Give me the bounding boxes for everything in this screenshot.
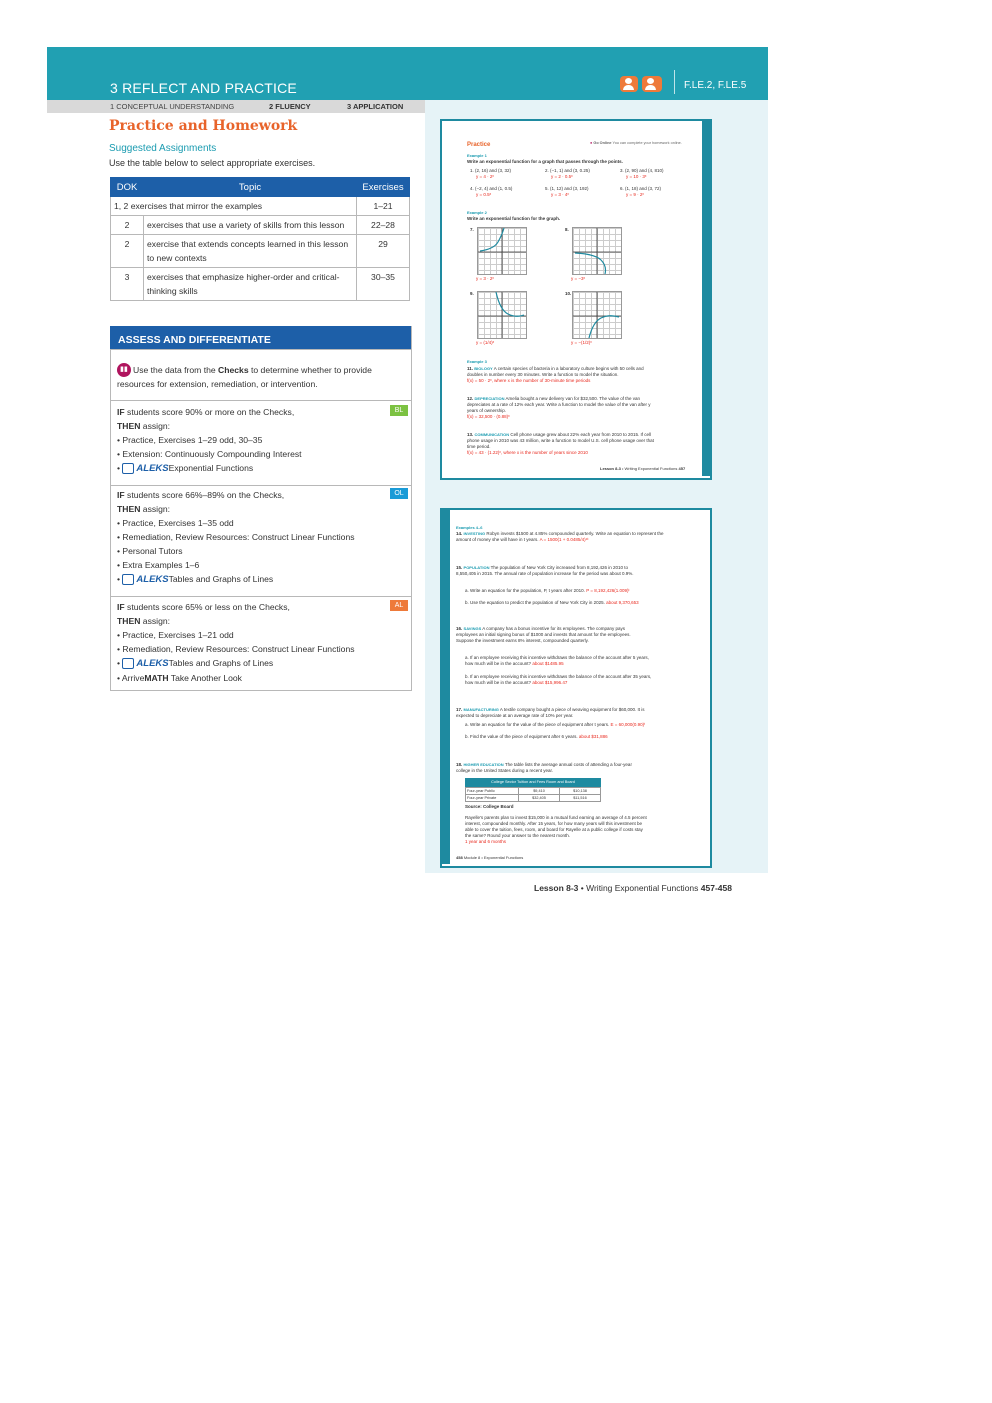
problem-number: 12. — [467, 396, 474, 401]
if-label: IF — [117, 490, 125, 500]
question: a. Write an equation for the population, P, t years after 2010. — [465, 588, 585, 593]
bl-badge: BL — [390, 405, 408, 416]
graph-number: 7. — [470, 227, 474, 232]
list-item[interactable] — [117, 671, 387, 685]
answer: about $15,996.47 — [532, 680, 568, 685]
problem-tag: INVESTING — [463, 531, 486, 536]
problem-text: A company has a bonus incentive for its employees. The company pays employees an initial signing bonus of $1000 and invests that amount for the employees. Suppose the investment earns 8% interest, compounded quarterly. — [456, 626, 631, 643]
sub-question — [465, 734, 685, 740]
graph-curve — [573, 292, 621, 338]
assign-label: assign: — [140, 504, 171, 514]
tab-application[interactable]: 3 APPLICATION — [347, 102, 404, 111]
instructions: Write an exponential function for the graph. — [467, 216, 561, 221]
question: a. Write an equation for the value of the piece of equipment after t years. — [465, 722, 610, 727]
answer: y = 4 · 2ˣ — [476, 174, 494, 179]
answer: y = −3ˣ — [571, 276, 585, 281]
graph-number: 8. — [565, 227, 569, 232]
instructions: Write an exponential function for a graph that passes through the points. — [467, 159, 623, 164]
page-edge-band — [702, 121, 710, 476]
topic-value: exercise that extends concepts learned in this lesson to new contexts — [144, 235, 357, 268]
question: b. Find the value of the piece of equipment after 6 years. — [465, 734, 578, 739]
graph-9 — [477, 291, 527, 339]
graph-curve — [478, 292, 526, 338]
table-source: Source: College Board — [465, 804, 514, 809]
sub-question — [465, 674, 655, 686]
dok-value: 1, 2 — [114, 201, 129, 211]
arrive-text: Take Another Look — [168, 673, 242, 683]
cost-table — [465, 787, 601, 802]
answer: y = −(1/2)ˣ — [571, 340, 592, 345]
answer: y = (1/4)ˣ — [476, 340, 495, 345]
problem-tag: DEPRECIATION — [474, 396, 505, 401]
problem-text: The table lists the average annual costs of attending a four-year college in the United States during a recent year. — [456, 762, 632, 773]
problem-text: Robyn invests $1500 at 4.85% compounded quarterly. Write an equation to represent the amount of money she will have in t years. — [456, 531, 664, 542]
tier-ol — [117, 488, 387, 587]
divider — [674, 70, 675, 94]
dok-value: 3 — [111, 268, 144, 301]
question: 3. (2, 90) and (4, 810) — [620, 168, 664, 173]
word-problem — [467, 396, 657, 420]
lesson-caption — [534, 883, 732, 893]
aleks-item[interactable] — [117, 656, 387, 671]
exercise-item — [545, 168, 615, 180]
problem-number: 15. — [456, 565, 463, 570]
exercise-item — [470, 168, 540, 180]
list-item[interactable]: • Remediation, Review Resources: Construct Linear Functions — [117, 532, 355, 542]
assign-label: assign: — [140, 421, 171, 431]
problem-number: 11. — [467, 366, 474, 371]
problem-number: 16. — [456, 626, 463, 631]
exercises-value: 30–35 — [357, 268, 410, 301]
aleks-topic: Tables and Graphs of Lines — [168, 658, 274, 668]
go-online-note: ● Go Online You can complete your homework online. — [590, 141, 682, 145]
suggested-assignments-heading: Suggested Assignments — [109, 143, 217, 154]
list-item[interactable]: • Practice, Exercises 1–21 odd — [117, 630, 234, 640]
exercises-value: 1–21 — [357, 197, 410, 216]
caption-pages: 457-458 — [700, 883, 732, 893]
caption-lesson: Lesson 8-3 — [534, 883, 579, 893]
exercise-item — [620, 168, 695, 180]
list-item[interactable]: • Practice, Exercises 1–29 odd, 30–35 — [117, 435, 263, 445]
aleks-topic: Exponential Functions — [168, 463, 254, 473]
table-row — [111, 268, 410, 301]
footer-lesson: Lesson 8-3 — [600, 466, 621, 471]
problem-tag: SAVINGS — [463, 626, 482, 631]
then-label: THEN — [117, 421, 141, 431]
if-label: IF — [117, 407, 125, 417]
graph-number: 9. — [470, 291, 474, 296]
tier-condition: students score 65% or less on the Checks, — [124, 602, 290, 612]
list-item[interactable]: • Extension: Continuously Compounding Interest — [117, 449, 302, 459]
go-online-label: Go Online — [593, 141, 612, 145]
page-title: Practice and Homework — [109, 118, 298, 134]
exercises-header: Exercises — [357, 178, 410, 197]
problem-text: A textile company bought a piece of weaving equipment for $60,000. It is expected to depreciate at an average rate of 10% per year. — [456, 707, 645, 718]
tier-condition: students score 90% or more on the Checks, — [124, 407, 295, 417]
answer: y = 3 · 2ˣ — [476, 276, 494, 281]
intro-text: Use the data from the — [133, 365, 219, 375]
aleks-logo: ALEKS — [136, 658, 169, 669]
table-cell: $11,516 — [560, 795, 601, 802]
table-row — [111, 216, 410, 235]
question: a. If an employee receiving this incentive withdraws the balance of the account after 5 years, how much will be in the account? — [465, 655, 649, 666]
sub-question — [465, 655, 655, 667]
topic-value: exercises that emphasize higher-order and critical-thinking skills — [144, 268, 357, 301]
word-problem — [467, 366, 657, 384]
graph-8 — [572, 227, 622, 275]
aleks-item[interactable] — [117, 461, 387, 476]
dok-header: DOK — [111, 178, 144, 197]
assign-label: assign: — [140, 616, 171, 626]
aleks-logo: ALEKS — [136, 463, 169, 474]
aleks-topic: Tables and Graphs of Lines — [168, 574, 274, 584]
list-item[interactable]: • Remediation, Review Resources: Construct Linear Functions — [117, 644, 355, 654]
table-cell: Four-year Public — [466, 788, 519, 795]
dok-table — [110, 177, 410, 301]
word-problem — [456, 626, 646, 644]
exercises-value: 29 — [357, 235, 410, 268]
topic-value: exercises that mirror the examples — [130, 201, 263, 211]
aleks-icon — [122, 574, 134, 585]
graph-curve — [478, 228, 526, 274]
word-problem — [456, 531, 676, 543]
question: 4. (−2, 4) and (1, 0.5) — [470, 186, 513, 191]
topic-header: Topic — [144, 178, 357, 197]
exercise-item — [620, 186, 695, 198]
if-label: IF — [117, 602, 125, 612]
intro-text: to determine whether to provide resources for extension, remediation, or intervention. — [117, 365, 372, 389]
answer: f(x) = 43 · (1.22)ˣ, where x is the number of years since 2010 — [467, 450, 588, 455]
table-row — [466, 795, 601, 802]
table-cell: $9,410 — [519, 788, 560, 795]
then-label: THEN — [117, 616, 141, 626]
example-label: Example 1 — [467, 153, 487, 158]
aleks-item[interactable] — [117, 572, 387, 587]
problem-number: 14. — [456, 531, 463, 536]
question: 2. (−1, 1) and (3, 0.25) — [545, 168, 590, 173]
page-footer — [600, 466, 685, 471]
list-item[interactable]: • Extra Examples 1–6 — [117, 560, 200, 570]
graph-10 — [572, 291, 622, 339]
graph-number: 10. — [565, 291, 572, 296]
problem-tag: HIGHER EDUCATION — [463, 762, 504, 767]
example-label: Example 2 — [467, 210, 487, 215]
list-item[interactable]: • Practice, Exercises 1–35 odd — [117, 518, 234, 528]
cost-table-header: College Sector Tuition and Fees Room and Board — [465, 778, 601, 787]
then-label: THEN — [117, 504, 141, 514]
tier-bl — [117, 405, 387, 476]
dok-value: 2 — [111, 235, 144, 268]
tab-fluency[interactable]: 2 FLUENCY — [269, 102, 311, 111]
assess-intro — [117, 363, 407, 391]
suggested-intro: Use the table below to select appropriate exercises. — [109, 158, 316, 168]
aleks-icon — [122, 658, 134, 669]
section-title: 3 REFLECT AND PRACTICE — [110, 80, 297, 96]
bullet: • — [117, 658, 121, 668]
practice-title: Practice — [467, 142, 491, 148]
answer: A = 1500(1 + 0.0485/4)⁴ᵗ — [539, 537, 589, 542]
divider — [111, 400, 411, 401]
divider — [111, 485, 411, 486]
problem-text: Rayelle's parents plan to invest $15,000 in a mutual fund earning an average of 4.5 percent interest, compounded monthly. After 15 years, for how many years will this investment be able to cover the tuition, fees, room, and board for Rayelle at a public college if costs stay the same? Round your answer to the nearest month. — [465, 815, 647, 838]
problem-number: 13. — [467, 432, 474, 437]
topic-value: exercises that use a variety of skills from this lesson — [144, 216, 357, 235]
page-footer — [456, 855, 523, 860]
list-item[interactable]: • Personal Tutors — [117, 546, 183, 556]
divider — [111, 596, 411, 597]
problem-text — [465, 815, 650, 845]
dok-value: 2 — [111, 216, 144, 235]
answer: E = 60,000(0.90)ᵗ — [610, 722, 646, 727]
tier-condition: students score 66%–89% on the Checks, — [124, 490, 285, 500]
table-cell: Four-year Private — [466, 795, 519, 802]
question: 1. (2, 16) and (3, 32) — [470, 168, 512, 173]
sub-question — [465, 600, 675, 606]
bullet: • — [117, 574, 121, 584]
answer: P = 8,192,426(1.009)ᵗ — [586, 588, 630, 593]
individual-icon — [620, 76, 638, 92]
question: 6. (1, 18) and (3, 72) — [620, 186, 662, 191]
table-row — [111, 197, 410, 216]
problem-tag: MANUFACTURING — [463, 707, 499, 712]
divider — [111, 349, 411, 350]
table-cell: $10,138 — [560, 788, 601, 795]
exercise-item — [470, 186, 540, 198]
question: b. Use the equation to predict the population of New York City in 2025. — [465, 600, 605, 605]
problem-tag: POPULATION — [463, 565, 490, 570]
answer: 1 year and 6 months — [465, 839, 507, 844]
standards-label: F.LE.2, F.LE.5 — [684, 80, 747, 91]
problem-text: Amelia bought a new delivery van for $32,500. The value of the van depreciates at a rate of 12% each year. Write a function to model the value of the van after y years of ownership. — [467, 396, 651, 413]
word-problem — [456, 762, 646, 774]
question: b. If an employee receiving this incentive withdraws the balance of the account after 35 years, how much will be in the account? — [465, 674, 652, 685]
tier-al — [117, 600, 387, 685]
problem-tag: COMMUNICATION — [474, 432, 510, 437]
answer: f(x) = 32,500 · (0.88)ˣ — [467, 414, 510, 419]
exercise-item — [545, 186, 615, 198]
page-edge-band — [442, 510, 450, 864]
example-label: Example 3 — [467, 359, 487, 364]
answer: f(x) = 50 · 2ˣ, where x is the number of 30-minute time periods — [467, 378, 591, 383]
checks-link[interactable]: Checks — [218, 365, 249, 375]
page-number: 457 — [678, 466, 686, 471]
answer: about $31,886 — [578, 734, 608, 739]
footer-title: Module 8 • Exponential Functions — [463, 855, 524, 860]
bullet: • — [117, 463, 121, 473]
al-badge: AL — [390, 600, 408, 611]
caption-title: • Writing Exponential Functions — [578, 883, 701, 893]
tab-conceptual[interactable]: 1 CONCEPTUAL UNDERSTANDING — [110, 102, 235, 111]
table-row — [111, 235, 410, 268]
answer: y = 3 · 4ˣ — [551, 192, 569, 197]
ol-badge: OL — [390, 488, 408, 499]
answer: about 9,370,653 — [606, 600, 639, 605]
checks-icon: ▮▮ — [117, 363, 131, 377]
word-problem — [467, 432, 657, 456]
assess-title: ASSESS AND DIFFERENTIATE — [118, 334, 271, 346]
answer: y = 9 · 2ˣ — [626, 192, 644, 197]
problem-text: A certain species of bacteria in a laboratory culture begins with 50 cells and doubles in number every 30 minutes. Write a function to model the situation. — [467, 366, 644, 377]
go-online-text: You can complete your homework online. — [612, 141, 682, 145]
problem-tag: BIOLOGY — [474, 366, 493, 371]
aleks-logo: ALEKS — [136, 574, 169, 585]
word-problem — [456, 565, 646, 577]
student-page-458 — [440, 508, 712, 868]
page-number: 458 — [456, 855, 463, 860]
sub-question — [465, 722, 685, 728]
graph-curve — [573, 228, 621, 274]
problem-text: Cell phone usage grew about 22% each year from 2010 to 2015. If cell phone usage in 2010 was 43 million, write a function to model U.S. cell phone usage over that time period. — [467, 432, 654, 449]
example-label: Examples 4–6 — [456, 525, 483, 530]
exercises-value: 22–28 — [357, 216, 410, 235]
footer-title: • Writing Exponential Functions — [622, 466, 678, 471]
problem-number: 18. — [456, 762, 463, 767]
answer: y = 10 · 3ˣ — [626, 174, 647, 179]
graph-7 — [477, 227, 527, 275]
answer: about $1485.95 — [532, 661, 564, 666]
answer: y = 0.5ˣ — [476, 192, 492, 197]
table-row — [466, 788, 601, 795]
arrive-math-label: MATH — [144, 673, 169, 683]
pairs-icon — [642, 76, 662, 92]
arrive-text: • Arrive — [117, 673, 145, 683]
answer: y = 2 · 0.5ˣ — [551, 174, 573, 179]
question: 5. (1, 12) and (3, 192) — [545, 186, 589, 191]
word-problem — [456, 707, 646, 719]
table-cell: $32,405 — [519, 795, 560, 802]
sub-question — [465, 588, 675, 594]
problem-number: 17. — [456, 707, 463, 712]
problem-text: The population of New York City increased from 8,192,426 in 2010 to 8,550,405 in 2015. The annual rate of population increase for the period was about 0.9%. — [456, 565, 634, 576]
aleks-icon — [122, 463, 134, 474]
table-cell — [111, 197, 357, 216]
